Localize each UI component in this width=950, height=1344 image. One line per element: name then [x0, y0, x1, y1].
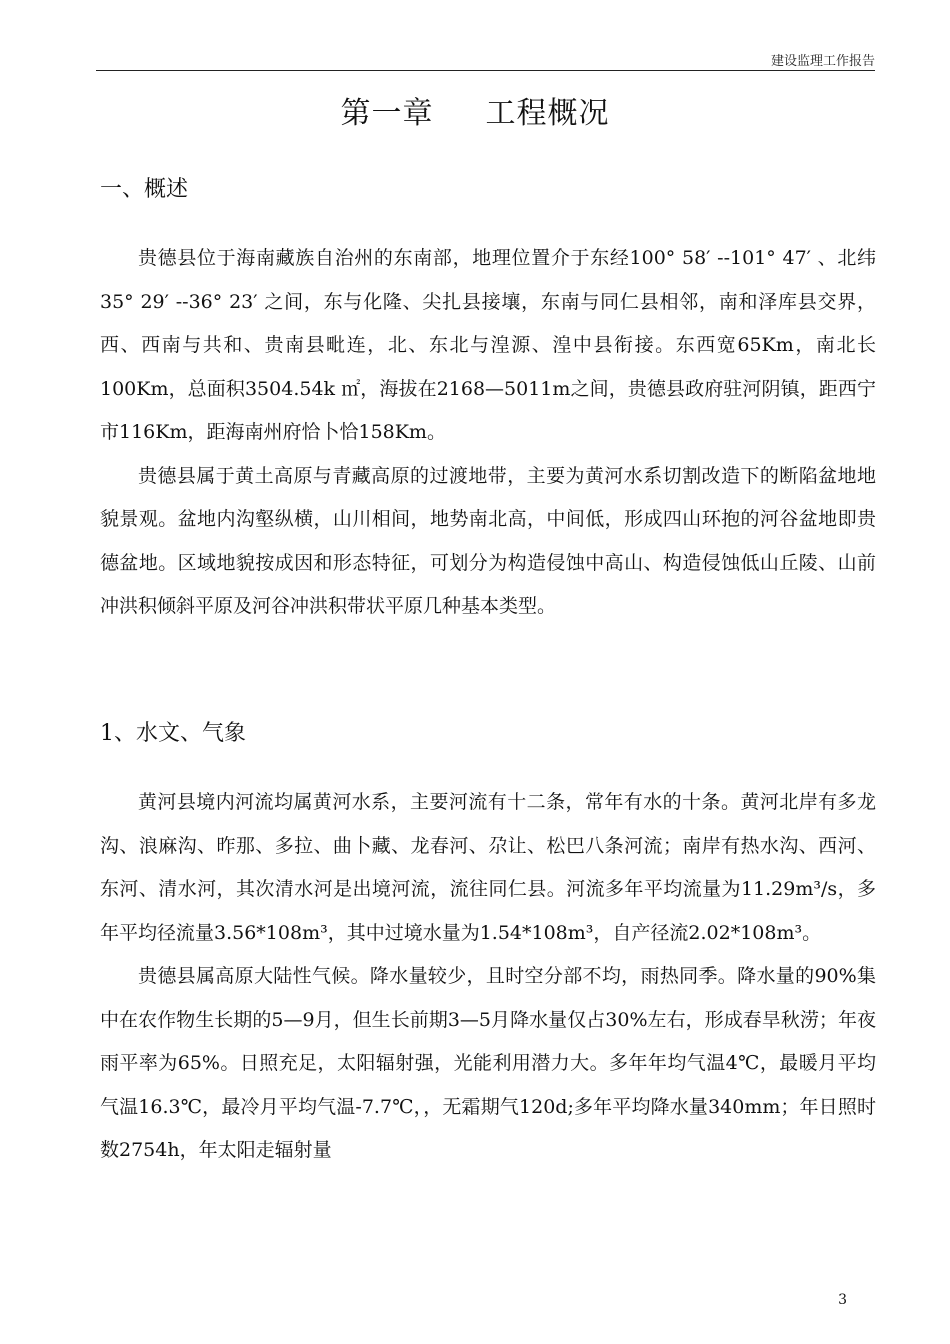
header-rule	[96, 70, 875, 71]
paragraph: 黄河县境内河流均属黄河水系，主要河流有十二条，常年有水的十条。黄河北岸有多龙沟、浪麻沟、昨那、多拉、曲卜藏、龙春河、尕让、松巴八条河流；南岸有热水沟、西河、东河、清水河，其次清水河是出境河流，流往同仁县。河流多年平均流量为11.29m³/s，多年平均径流量3.56*108m³，其中过境水量为1.54*108m³，自产径流2.02*108m³。	[100, 791, 876, 944]
section-heading-hydrology: 1、水文、气象	[100, 721, 246, 746]
paragraph: 贵德县位于海南藏族自治州的东南部，地理位置介于东经100° 58′ --101° 47′ 、北纬35° 29′ --36° 23′ 之间，东与化隆、尖扎县接壤，东南与同仁县相邻，南和泽库县交界，西、西南与共和、贵南县毗连，北、东北与湟源、湟中县衔接。东西宽65Km，南北长100Km，总面积3504.54k ㎡，海拔在2168—5011m之间，贵德县政府驻河阴镇，距西宁市116Km，距海南州府恰卜恰158Km。	[100, 247, 876, 443]
chapter-name: 工程概况	[485, 96, 610, 131]
section-body-overview	[100, 237, 876, 629]
chapter-number: 第一章	[340, 96, 434, 131]
chapter-title	[0, 88, 950, 132]
section-heading-overview: 一、概述	[100, 177, 189, 202]
page-number: 3	[838, 1292, 847, 1308]
running-header: 建设监理工作报告	[770, 54, 875, 69]
paragraph: 贵德县属高原大陆性气候。降水量较少，且时空分部不均，雨热同季。降水量的90%集中在农作物生长期的5—9月，但生长前期3—5月降水量仅占30%左右，形成春旱秋涝；年夜雨平率为65%。日照充足，太阳辐射强，光能利用潜力大。多年年均气温4℃，最暖月平均气温16.3℃，最冷月平均气温-7.7℃，，无霜期气120d;多年平均降水量340mm；年日照时数2754h，年太阳走辐射量	[100, 965, 876, 1161]
paragraph: 贵德县属于黄土高原与青藏高原的过渡地带，主要为黄河水系切割改造下的断陷盆地地貌景观。盆地内沟壑纵横，山川相间，地势南北高，中间低，形成四山环抱的河谷盆地即贵德盆地。区域地貌按成因和形态特征，可划分为构造侵蚀中高山、构造侵蚀低山丘陵、山前冲洪积倾斜平原及河谷冲洪积带状平原几种基本类型。	[100, 464, 876, 617]
section-body-hydrology	[100, 781, 876, 1173]
